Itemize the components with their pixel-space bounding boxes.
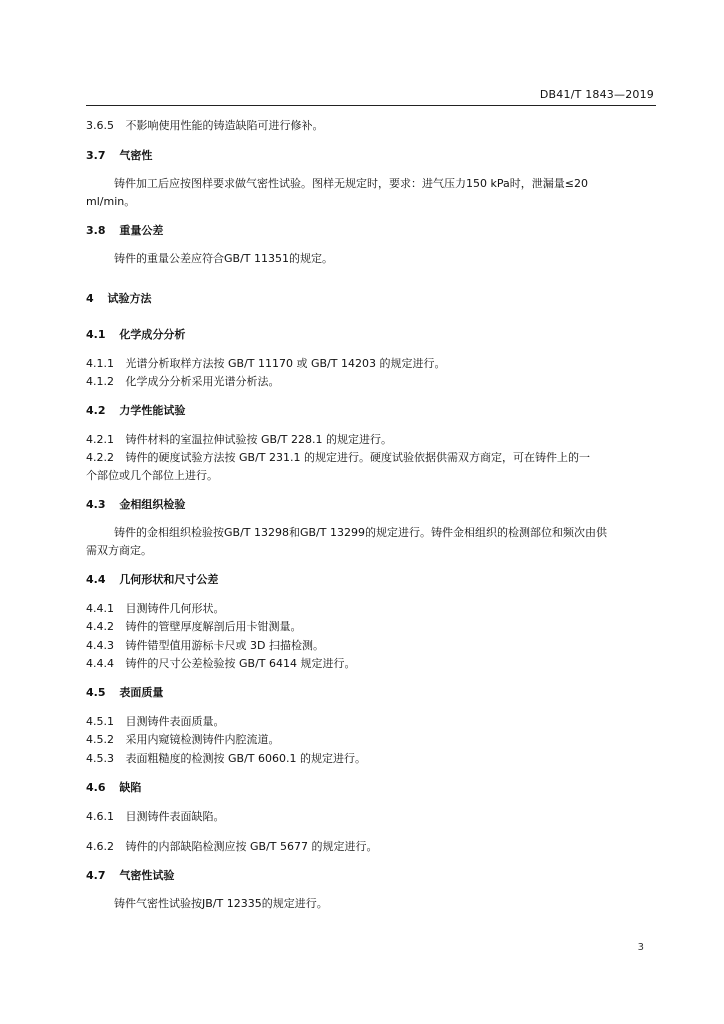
clause-text: 表面粗糙度的检测按 GB/T 6060.1 的规定进行。 (125, 752, 366, 765)
heading-title: 几何形状和尺寸公差 (119, 573, 219, 586)
clause-text: 铸件的管壁厚度解剖后用卡钳测量。 (125, 620, 302, 633)
heading-4-2 (86, 404, 185, 418)
heading-title: 重量公差 (119, 224, 164, 237)
paragraph-3-8: 铸件的重量公差应符合GB/T 11351的规定。 (114, 252, 333, 265)
header-rule (86, 105, 656, 106)
heading-number: 4.3 (86, 498, 106, 511)
clause-4-6-1 (86, 810, 225, 824)
heading-4 (86, 292, 152, 306)
clause-4-6-2 (86, 840, 377, 854)
paragraph-3-7-line-1: 铸件加工后应按图样要求做气密性试验。图样无规定时，要求：进气压力150 kPa时，泄漏量≤20 (114, 177, 588, 190)
heading-title: 气密性 (119, 149, 153, 162)
clause-4-1-2 (86, 375, 280, 389)
heading-3-7 (86, 149, 152, 163)
clause-4-5-3 (86, 752, 366, 766)
clause-number: 4.5.1 (86, 715, 114, 728)
standard-code: DB41/T 1843—2019 (539, 88, 654, 101)
clause-number: 4.1.1 (86, 357, 114, 370)
clause-text: 铸件错型值用游标卡尺或 3D 扫描检测。 (125, 639, 324, 652)
heading-number: 4.1 (86, 328, 106, 341)
heading-4-5 (86, 686, 163, 700)
clause-number: 4.5.3 (86, 752, 114, 765)
clause-4-2-2 (86, 451, 590, 465)
clause-text: 铸件的硬度试验方法按 GB/T 231.1 的规定进行。硬度试验依据供需双方商定，可在铸件上的一 (125, 451, 590, 464)
heading-4-6 (86, 781, 141, 795)
clause-text: 目测铸件表面缺陷。 (125, 810, 225, 823)
heading-4-4 (86, 573, 218, 587)
clause-number: 4.5.2 (86, 733, 114, 746)
heading-title: 金相组织检验 (119, 498, 186, 511)
heading-3-8 (86, 224, 163, 238)
clause-number: 4.2.1 (86, 433, 114, 446)
clause-number: 4.2.2 (86, 451, 114, 464)
clause-4-5-1 (86, 715, 225, 729)
clause-number: 3.6.5 (86, 119, 114, 132)
paragraph-4-7: 铸件气密性试验按JB/T 12335的规定进行。 (114, 897, 328, 910)
heading-title: 力学性能试验 (119, 404, 186, 417)
heading-title: 气密性试验 (119, 869, 175, 882)
heading-title: 试验方法 (107, 292, 152, 305)
heading-number: 4.2 (86, 404, 106, 417)
heading-number: 4.7 (86, 869, 106, 882)
clause-4-4-3 (86, 639, 324, 653)
heading-number: 3.7 (86, 149, 106, 162)
heading-title: 化学成分分析 (119, 328, 186, 341)
heading-number: 4.5 (86, 686, 106, 699)
clause-4-4-1 (86, 602, 225, 616)
paragraph-4-3-line-1: 铸件的金相组织检验按GB/T 13298和GB/T 13299的规定进行。铸件金相组织的检测部位和频次由供 (114, 526, 607, 539)
clause-text: 目测铸件表面质量。 (125, 715, 225, 728)
clause-text: 光谱分析取样方法按 GB/T 11170 或 GB/T 14203 的规定进行。 (125, 357, 446, 370)
heading-number: 4 (86, 292, 94, 305)
clause-4-4-4 (86, 657, 355, 671)
clause-4-2-2-continued: 个部位或几个部位上进行。 (86, 469, 218, 482)
clause-3-6-5 (86, 119, 324, 133)
heading-number: 4.4 (86, 573, 106, 586)
clause-text: 铸件材料的室温拉伸试验按 GB/T 228.1 的规定进行。 (125, 433, 392, 446)
heading-number: 4.6 (86, 781, 106, 794)
clause-text: 铸件的尺寸公差检验按 GB/T 6414 规定进行。 (125, 657, 356, 670)
page-number: 3 (637, 942, 644, 953)
paragraph-4-3-line-2: 需双方商定。 (86, 544, 152, 557)
heading-title: 表面质量 (119, 686, 164, 699)
clause-4-4-2 (86, 620, 302, 634)
clause-number: 4.1.2 (86, 375, 114, 388)
heading-title: 缺陷 (119, 781, 142, 794)
clause-number: 4.4.1 (86, 602, 114, 615)
heading-4-3 (86, 498, 185, 512)
clause-4-5-2 (86, 733, 280, 747)
clause-text: 化学成分分析采用光谱分析法。 (125, 375, 280, 388)
clause-number: 4.4.3 (86, 639, 114, 652)
heading-4-7 (86, 869, 174, 883)
clause-number: 4.6.2 (86, 840, 114, 853)
clause-4-2-1 (86, 433, 392, 447)
clause-number: 4.6.1 (86, 810, 114, 823)
heading-number: 3.8 (86, 224, 106, 237)
clause-text: 目测铸件几何形状。 (125, 602, 225, 615)
clause-text: 铸件的内部缺陷检测应按 GB/T 5677 的规定进行。 (125, 840, 378, 853)
clause-4-1-1 (86, 357, 445, 371)
clause-number: 4.4.2 (86, 620, 114, 633)
paragraph-3-7-line-2: ml/min。 (86, 195, 136, 208)
heading-4-1 (86, 328, 185, 342)
clause-number: 4.4.4 (86, 657, 114, 670)
clause-text: 不影响使用性能的铸造缺陷可进行修补。 (125, 119, 324, 132)
clause-text: 采用内窥镜检测铸件内腔流道。 (125, 733, 280, 746)
